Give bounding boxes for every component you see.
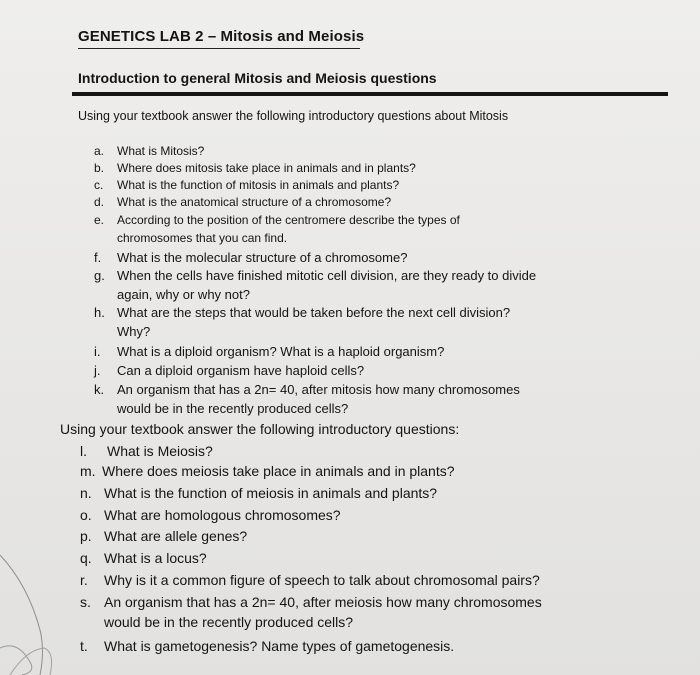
question-letter: t. bbox=[80, 638, 88, 654]
question-text: What is Mitosis? bbox=[117, 144, 205, 158]
question-letter: e. bbox=[94, 213, 105, 227]
question-text-continued: Why? bbox=[117, 324, 151, 339]
question-text: Why is it a common figure of speech to talk about chromosomal pairs? bbox=[104, 572, 540, 588]
question-text: What is the anatomical structure of a chromosome? bbox=[117, 195, 392, 209]
question-text-continued: chromosomes that you can find. bbox=[117, 231, 288, 245]
question-letter: r. bbox=[80, 572, 88, 588]
page-title: GENETICS LAB 2 – Mitosis and Meiosis bbox=[78, 28, 365, 45]
question-letter: k. bbox=[94, 382, 105, 397]
question-letter: a. bbox=[94, 144, 105, 158]
section-subtitle: Introduction to general Mitosis and Meiosis questions bbox=[78, 70, 437, 86]
question-text: An organism that has a 2n= 40, after mitosis how many chromosomes bbox=[117, 382, 520, 397]
question-letter: b. bbox=[94, 161, 105, 175]
question-text: What is the function of meiosis in animals and plants? bbox=[104, 485, 438, 501]
question-letter: g. bbox=[94, 268, 105, 283]
question-text-continued: would be in the recently produced cells? bbox=[104, 614, 354, 630]
question-text: What is the molecular structure of a chromosome? bbox=[117, 250, 408, 265]
mitosis-instruction: Using your textbook answer the following introductory questions about Mitosis bbox=[78, 109, 509, 123]
question-letter: l. bbox=[80, 443, 87, 459]
question-text: What is Meiosis? bbox=[107, 443, 213, 459]
question-letter: h. bbox=[94, 305, 105, 320]
question-letter: m. bbox=[80, 463, 96, 479]
question-text: What is the function of mitosis in animals and plants? bbox=[117, 178, 400, 192]
question-text: According to the position of the centromere describe the types of bbox=[117, 213, 460, 227]
question-text: What are homologous chromosomes? bbox=[104, 507, 341, 523]
question-letter: s. bbox=[80, 594, 91, 610]
question-letter: i. bbox=[94, 344, 101, 359]
question-letter: q. bbox=[80, 550, 92, 566]
question-text: Can a diploid organism have haploid cells? bbox=[117, 363, 365, 378]
question-letter: o. bbox=[80, 507, 92, 523]
question-text-continued: would be in the recently produced cells? bbox=[117, 401, 349, 416]
question-text: What is a locus? bbox=[104, 550, 207, 566]
question-text: What are the steps that would be taken before the next cell division? bbox=[117, 305, 511, 320]
question-letter: c. bbox=[94, 178, 104, 192]
question-text: When the cells have finished mitotic cell division, are they ready to divide bbox=[117, 268, 537, 283]
meiosis-instruction: Using your textbook answer the following introductory questions: bbox=[60, 421, 460, 437]
question-text-continued: again, why or why not? bbox=[117, 287, 250, 302]
question-letter: f. bbox=[94, 250, 102, 265]
question-text: What are allele genes? bbox=[104, 528, 248, 544]
question-letter: n. bbox=[80, 485, 92, 501]
question-text: An organism that has a 2n= 40, after meiosis how many chromosomes bbox=[104, 594, 542, 610]
question-text: What is a diploid organism? What is a haploid organism? bbox=[117, 344, 445, 359]
question-text: Where does meiosis take place in animals and in plants? bbox=[102, 463, 455, 479]
question-letter: j. bbox=[94, 363, 101, 378]
question-letter: p. bbox=[80, 528, 92, 544]
question-text: What is gametogenesis? Name types of gametogenesis. bbox=[104, 638, 455, 654]
question-letter: d. bbox=[94, 195, 105, 209]
question-text: Where does mitosis take place in animals and in plants? bbox=[117, 161, 416, 175]
